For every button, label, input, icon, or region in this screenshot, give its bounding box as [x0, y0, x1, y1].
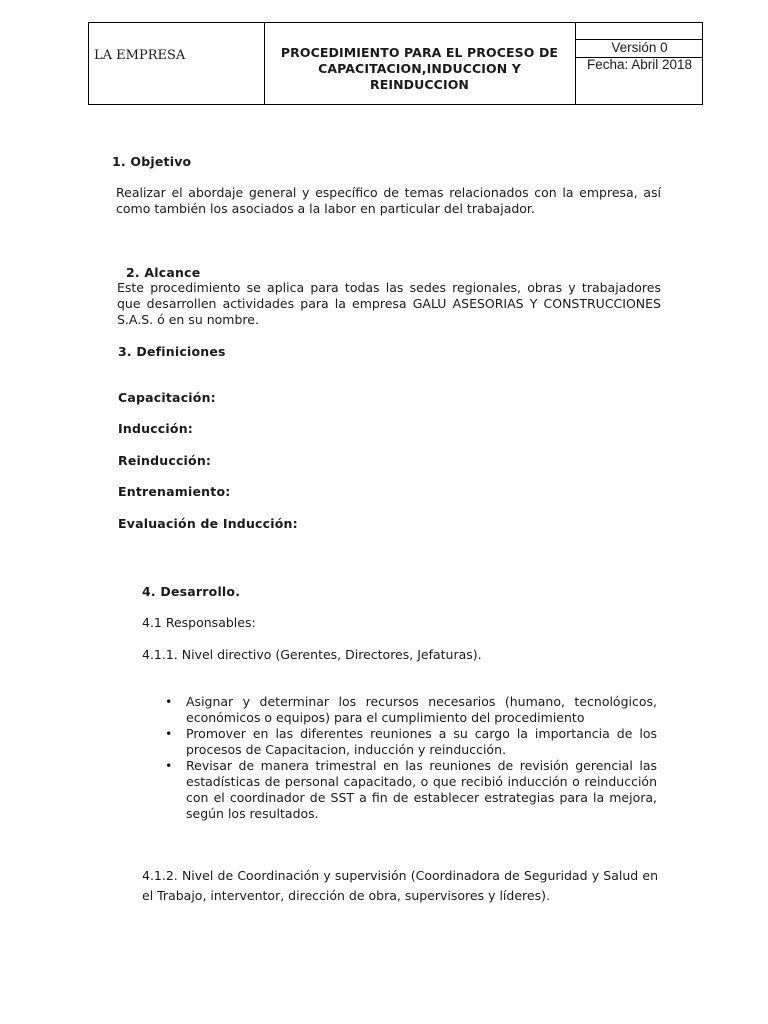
company-name: LA EMPRESA — [94, 48, 186, 63]
bullet-icon: • — [165, 758, 173, 773]
term-induccion: Inducción: — [118, 421, 193, 436]
nivel-directivo-list — [162, 694, 657, 822]
term-entrenamiento: Entrenamiento: — [118, 484, 231, 499]
list-item: • Revisar de manera trimestral en las reuniones de revisión gerencial las estadísticas de personal capacitado, o que recibió inducción o reinducción con el coordinador de SST a fin de establecer estrategias para la mejora, según los resultados. — [165, 758, 657, 821]
version-cell — [576, 23, 703, 104]
section-objetivo-text: Realizar el abordaje general y específico de temas relacionados con la empresa, así como también los asociados a la labor en particular del trabajador. — [116, 185, 661, 216]
section-objetivo-heading: 1. Objetivo — [112, 154, 192, 169]
date-label: Fecha: Abril 2018 — [586, 57, 693, 72]
nivel-coordinacion-heading: 4.1.2. Nivel de Coordinación y supervisión (Coordinadora de Seguridad y Salud en el Trabajo, interventor, dirección de obra, supervisores y líderes). — [142, 868, 658, 903]
term-reinduccion: Reinducción: — [118, 453, 212, 468]
section-definiciones-heading: 3. Definiciones — [118, 344, 226, 359]
term-evaluacion-induccion: Evaluación de Inducción: — [118, 516, 298, 531]
bullet-icon: • — [165, 726, 173, 741]
document-header-table — [88, 22, 703, 105]
term-capacitacion: Capacitación: — [118, 390, 216, 405]
bullet-icon: • — [165, 694, 173, 709]
nivel-directivo-heading: 4.1.1. Nivel directivo (Gerentes, Directores, Jefaturas). — [142, 647, 482, 662]
section-alcance-text: Este procedimiento se aplica para todas las sedes regionales, obras y trabajadores que desarrollen actividades para la empresa GALU ASESORIAS Y CONSTRUCCIONES S.A.S. ó en su nombre. — [117, 280, 661, 327]
list-item: • Asignar y determinar los recursos necesarios (humano, tecnológicos, económicos o equipos) para el cumplimiento del procedimiento — [165, 694, 657, 725]
title-cell — [264, 23, 576, 104]
document-title: PROCEDIMIENTO PARA EL PROCESO DE CAPACITACION,INDUCCION Y REINDUCCION — [280, 45, 559, 92]
section-desarrollo-heading: 4. Desarrollo. — [142, 584, 241, 599]
version-label: Versión 0 — [611, 40, 668, 55]
company-cell — [89, 23, 265, 104]
header-empty-row — [576, 23, 703, 40]
list-item: • Promover en las diferentes reuniones a su cargo la importancia de los procesos de Capacitacion, inducción y reinducción. — [165, 726, 657, 757]
section-alcance-heading: 2. Alcance — [126, 265, 201, 280]
responsables-heading: 4.1 Responsables: — [142, 615, 256, 630]
